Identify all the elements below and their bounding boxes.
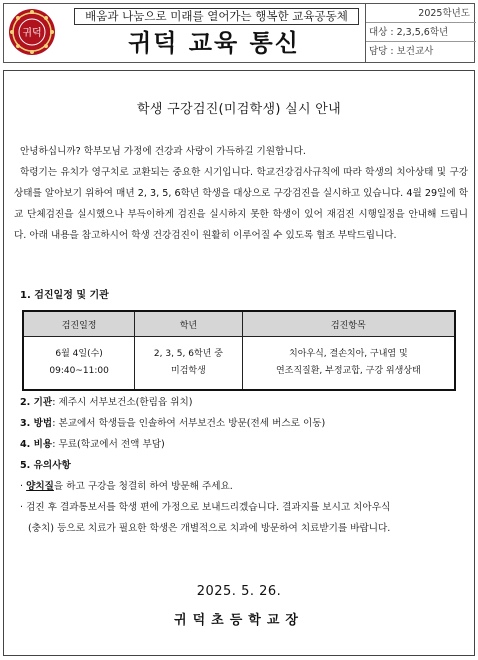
table-header: 검진일정 <box>23 311 135 337</box>
slogan: 배움과 나눔으로 미래를 열어가는 행복한 교육공동체 <box>74 8 359 25</box>
table-cell-date: 6월 4일(수) 09:40~11:00 <box>23 337 135 391</box>
list-item: · 양치질을 하고 구강을 청결히 하여 방문해 주세요. <box>20 481 233 492</box>
school-year: 2025학년도 <box>366 4 476 23</box>
table-cell-grade: 2, 3, 5, 6학년 중 미검학생 <box>135 337 242 391</box>
greeting: 안녕하십니까? 학부모님 가정에 건강과 사랑이 가득하길 기원합니다. <box>20 146 306 157</box>
owner: 담당 : 보건교사 <box>369 46 434 57</box>
intro-text <box>14 141 468 246</box>
list-item: (충치) 등으로 치료가 필요한 학생은 개별적으로 치과에 방문하여 치료받기를 바랍니다. <box>28 523 391 534</box>
table-cell-items: 치아우식, 결손치아, 구내염 및 연조직질환, 부정교합, 구강 위생상태 <box>242 337 455 391</box>
list-item: · 검진 후 결과통보서를 학생 편에 가정으로 보내드리겠습니다. 결과지를 보시고 치아우식 <box>20 502 391 513</box>
table-header: 검진항목 <box>242 311 455 337</box>
logo-text: 귀덕 <box>22 28 42 39</box>
section-heading: 1. 검진일정 및 기관 <box>20 290 109 301</box>
intro-paragraph: 학령기는 유치가 영구치로 교환되는 중요한 시기입니다. 학교건강검사규칙에 따라 학생의 치아상태 및 구강상태를 알아보기 위하여 매년 2, 3, 5, 6학년 학생을 대상으로 구강검진을 실시하고 있습니다. 4월 29일에 학교 단체검진을 실시했으나 부득이하게 검진을 실시하지 못한 학생이 있어 재검진 시행일정을 안내해 드립니다. 아래 내용을 참고하시어 학생 건강검진이 원활히 이루어질 수 있도록 협조 부탁드립니다. <box>14 167 468 241</box>
info-list <box>20 392 460 539</box>
list-item: 5. 유의사항 <box>20 460 71 471</box>
list-item: 3. 방법: 본교에서 학생들을 인솔하여 서부보건소 방문(전세 버스로 이동) <box>20 418 326 429</box>
school-signature: 귀덕초등학교장 <box>174 613 304 628</box>
header-meta <box>365 4 476 62</box>
issue-date: 2025. 5. 26. <box>196 584 282 599</box>
newsletter-header <box>3 3 475 63</box>
target-grades: 대상 : 2,3,5,6학년 <box>366 23 476 42</box>
table-header-row <box>23 311 455 337</box>
schedule-table <box>22 310 456 391</box>
table-row <box>23 337 455 391</box>
document-title: 학생 구강검진(미검학생) 실시 안내 <box>136 102 342 117</box>
school-emblem-icon <box>8 8 56 56</box>
list-item: 2. 기관: 제주시 서부보건소(한림읍 위치) <box>20 397 193 408</box>
newsletter-title: 귀덕 교육 통신 <box>128 29 300 57</box>
table-header: 학년 <box>135 311 242 337</box>
list-item: 4. 비용: 무료(학교에서 전액 부담) <box>20 439 165 450</box>
